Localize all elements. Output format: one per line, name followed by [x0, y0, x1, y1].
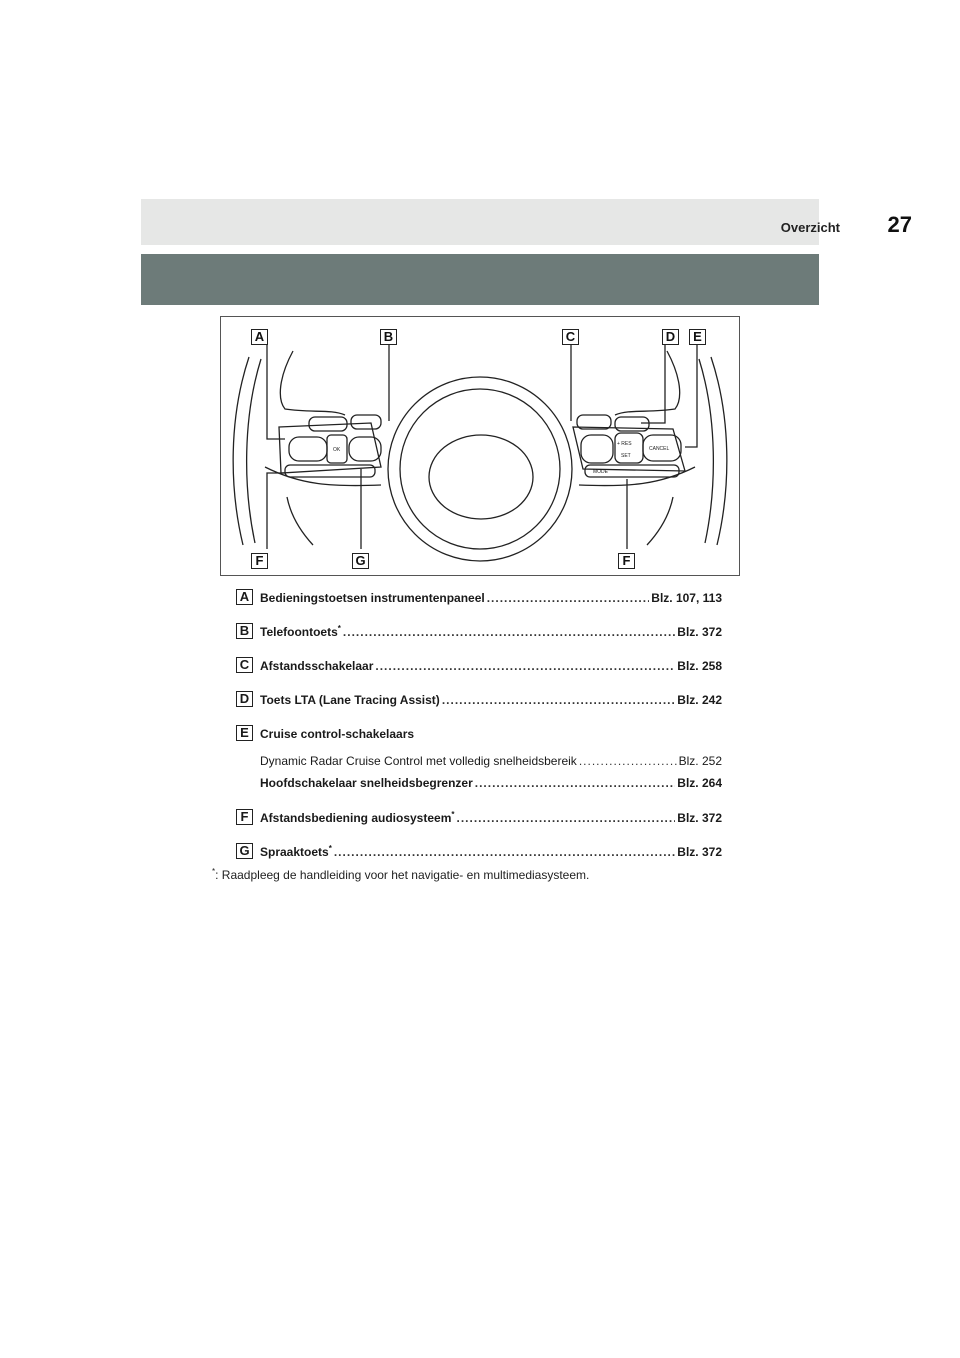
- item-label: Bedieningstoetsen instrumentenpaneel: [260, 591, 485, 605]
- legend-list: [236, 588, 726, 876]
- footnote-marker: *: [451, 810, 455, 819]
- leader-a: [267, 345, 285, 439]
- hub-emblem: [429, 435, 533, 519]
- cancel-label: CANCEL: [649, 446, 670, 452]
- item-label: Toets LTA (Lane Tracing Assist): [260, 693, 440, 707]
- footnote-marker: *: [212, 867, 216, 876]
- leader-f-left: [267, 473, 285, 549]
- footnote-marker: *: [328, 844, 332, 853]
- spoke-left-lower: [265, 467, 381, 486]
- list-item-f: [236, 808, 726, 842]
- list-item-e: [236, 724, 726, 808]
- left-top-btn-2: [351, 415, 381, 429]
- sub-item-page-ref: Blz. 264: [677, 776, 722, 790]
- footnote: [212, 868, 589, 882]
- item-page-ref: Blz. 372: [677, 625, 722, 639]
- item-page-ref: Blz. 372: [677, 811, 722, 825]
- callout-g: G: [352, 553, 369, 569]
- set-label: SET: [621, 453, 631, 459]
- page-number: 27: [887, 212, 912, 237]
- leader-e: [685, 345, 697, 447]
- item-page-ref: Blz. 372: [677, 845, 722, 859]
- steering-wheel-illustration: [221, 317, 739, 575]
- spoke-right-top: [615, 351, 680, 415]
- item-label: Afstandsbediening audiosysteem*: [260, 810, 455, 825]
- ok-label: OK: [333, 447, 341, 453]
- sub-item: [260, 776, 722, 790]
- right-arrow-btn: [349, 437, 381, 461]
- callout-c: C: [562, 329, 579, 345]
- spoke-left-bottom: [287, 497, 313, 545]
- callout-f-right: F: [618, 553, 635, 569]
- item-letter: F: [236, 809, 253, 825]
- callout-b: B: [380, 329, 397, 345]
- mode-label: MODE: [593, 469, 608, 475]
- item-label: Cruise control-schakelaars: [260, 727, 415, 741]
- left-arrow-btn: [289, 437, 327, 461]
- item-letter: E: [236, 725, 253, 741]
- item-letter: G: [236, 843, 253, 859]
- list-item-a: [236, 588, 726, 622]
- item-letter: D: [236, 691, 253, 707]
- item-label: Telefoontoets*: [260, 624, 341, 639]
- distance-btn: [581, 435, 613, 463]
- item-page-ref: Blz. 242: [677, 693, 722, 707]
- callout-e: E: [689, 329, 706, 345]
- sub-item-page-ref: Blz. 252: [678, 754, 722, 768]
- list-item-c: [236, 656, 726, 690]
- hub-outer: [388, 377, 572, 561]
- spoke-right-bottom: [647, 497, 673, 545]
- title-band: [141, 254, 819, 305]
- section-title: Overzicht: [780, 220, 840, 235]
- res-label: + RES: [617, 441, 632, 447]
- item-letter: B: [236, 623, 253, 639]
- rim-right-inner: [699, 359, 713, 543]
- list-item-b: [236, 622, 726, 656]
- item-page-ref: Blz. 107, 113: [651, 591, 722, 605]
- header-bar: [141, 199, 819, 245]
- sub-item: [260, 754, 722, 768]
- item-letter: A: [236, 589, 253, 605]
- spoke-left-top: [280, 351, 345, 415]
- rim-left-inner: [247, 359, 261, 543]
- footnote-text: : Raadpleeg de handleiding voor het navigatie- en multimediasysteem.: [215, 868, 590, 882]
- item-page-ref: Blz. 258: [677, 659, 722, 673]
- item-label: Afstandsschakelaar: [260, 659, 374, 673]
- callout-f-left: F: [251, 553, 268, 569]
- hub-ring: [400, 389, 560, 549]
- item-label: Spraaktoets*: [260, 844, 332, 859]
- footnote-marker: *: [337, 624, 341, 633]
- item-letter: C: [236, 657, 253, 673]
- list-item-d: [236, 690, 726, 724]
- sub-item-label: Dynamic Radar Cruise Control met volledig snelheidsbereik: [260, 754, 577, 768]
- steering-wheel-figure: [220, 316, 740, 576]
- callout-d: D: [662, 329, 679, 345]
- sub-item-label: Hoofdschakelaar snelheidsbegrenzer: [260, 776, 473, 790]
- callout-a: A: [251, 329, 268, 345]
